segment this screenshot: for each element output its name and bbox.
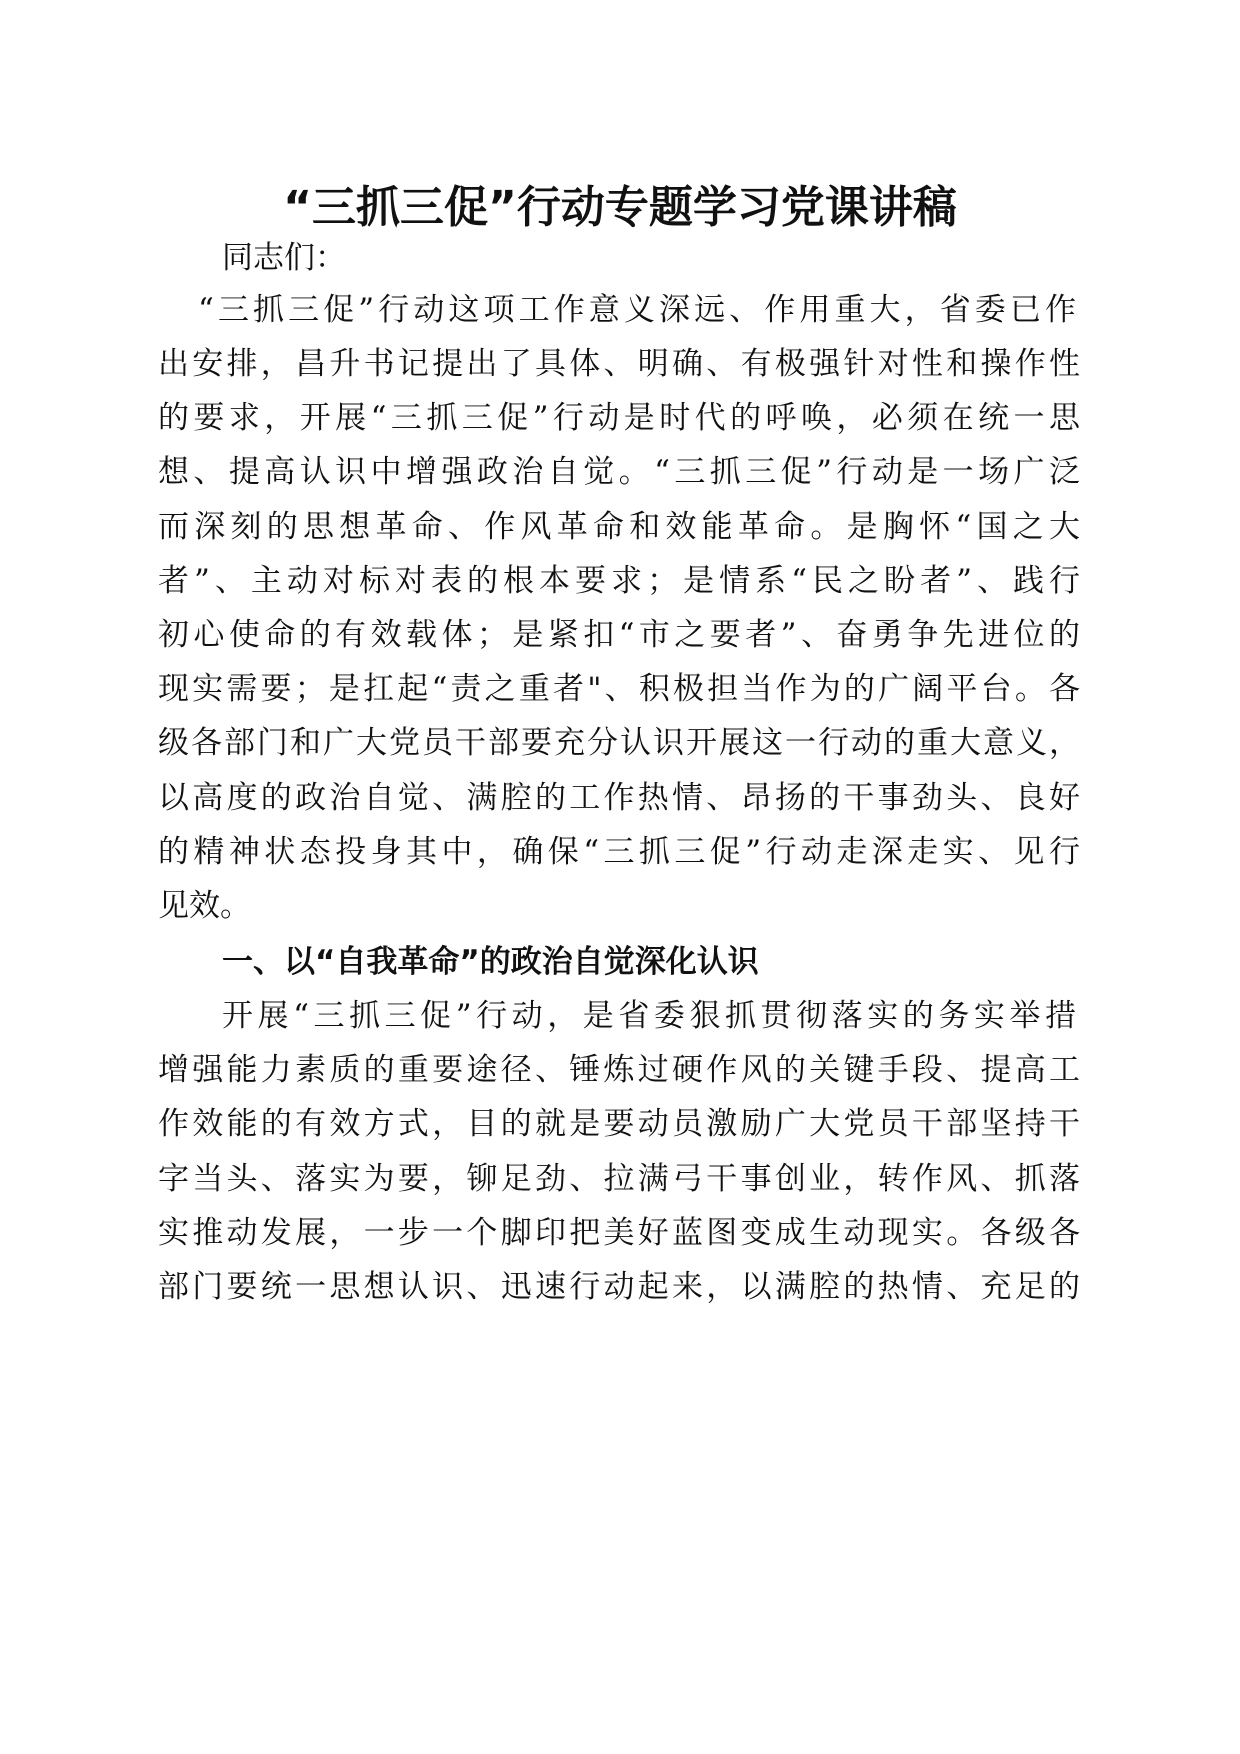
paragraph-1-line-1: “三抓三促”行动这项工作意义深远、作用重大，省委已作 <box>198 292 1076 328</box>
paragraph-1-line-12: 见效。 <box>158 888 251 924</box>
paragraph-2-line-5: 实推动发展，一步一个脚印把美好蓝图变成生动现实。各级各 <box>158 1215 1080 1251</box>
paragraph-2-line-3: 作效能的有效方式，目的就是要动员激励广大党员干部坚持干 <box>158 1106 1080 1142</box>
paragraph-1-line-2: 出安排，昌升书记提出了具体、明确、有极强针对性和操作性 <box>158 346 1080 382</box>
paragraph-1-line-10: 以高度的政治自觉、满腔的工作热情、昂扬的干事劲头、良好 <box>158 780 1080 816</box>
paragraph-2-line-2: 增强能力素质的重要途径、锤炼过硬作风的关键手段、提高工 <box>158 1052 1080 1088</box>
paragraph-1-line-6: 者”、主动对标对表的根本要求；是情系“民之盼者”、践行 <box>158 563 1080 599</box>
paragraph-1-line-8: 现实需要；是扛起“责之重者"、积极担当作为的广阔平台。各 <box>158 671 1080 707</box>
paragraph-2-line-6: 部门要统一思想认识、迅速行动起来，以满腔的热情、充足的 <box>158 1269 1080 1305</box>
section-1-heading: 一、以“自我革命”的政治自觉深化认识 <box>222 944 759 980</box>
paragraph-1-line-5: 而深刻的思想革命、作风革命和效能革命。是胸怀“国之大 <box>158 509 1080 545</box>
paragraph-2-line-4: 字当头、落实为要，铆足劲、拉满弓干事创业，转作风、抓落 <box>158 1161 1080 1197</box>
paragraph-1-line-3: 的要求，开展“三抓三促”行动是时代的呼唤，必须在统一思 <box>158 400 1080 436</box>
document-title: “三抓三促”行动专题学习党课讲稿 <box>283 182 957 233</box>
paragraph-1-line-11: 的精神状态投身其中，确保“三抓三促”行动走深走实、见行 <box>158 834 1080 870</box>
paragraph-1-line-7: 初心使命的有效载体；是紧扣“市之要者”、奋勇争先进位的 <box>158 617 1080 653</box>
greeting: 同志们： <box>222 240 346 276</box>
paragraph-2-line-1: 开展“三抓三促”行动，是省委狠抓贯彻落实的务实举措 <box>222 998 1076 1034</box>
paragraph-1-line-4: 想、提高认识中增强政治自觉。“三抓三促”行动是一场广泛 <box>158 454 1080 490</box>
paragraph-1-line-9: 级各部门和广大党员干部要充分认识开展这一行动的重大意义， <box>158 725 1080 761</box>
